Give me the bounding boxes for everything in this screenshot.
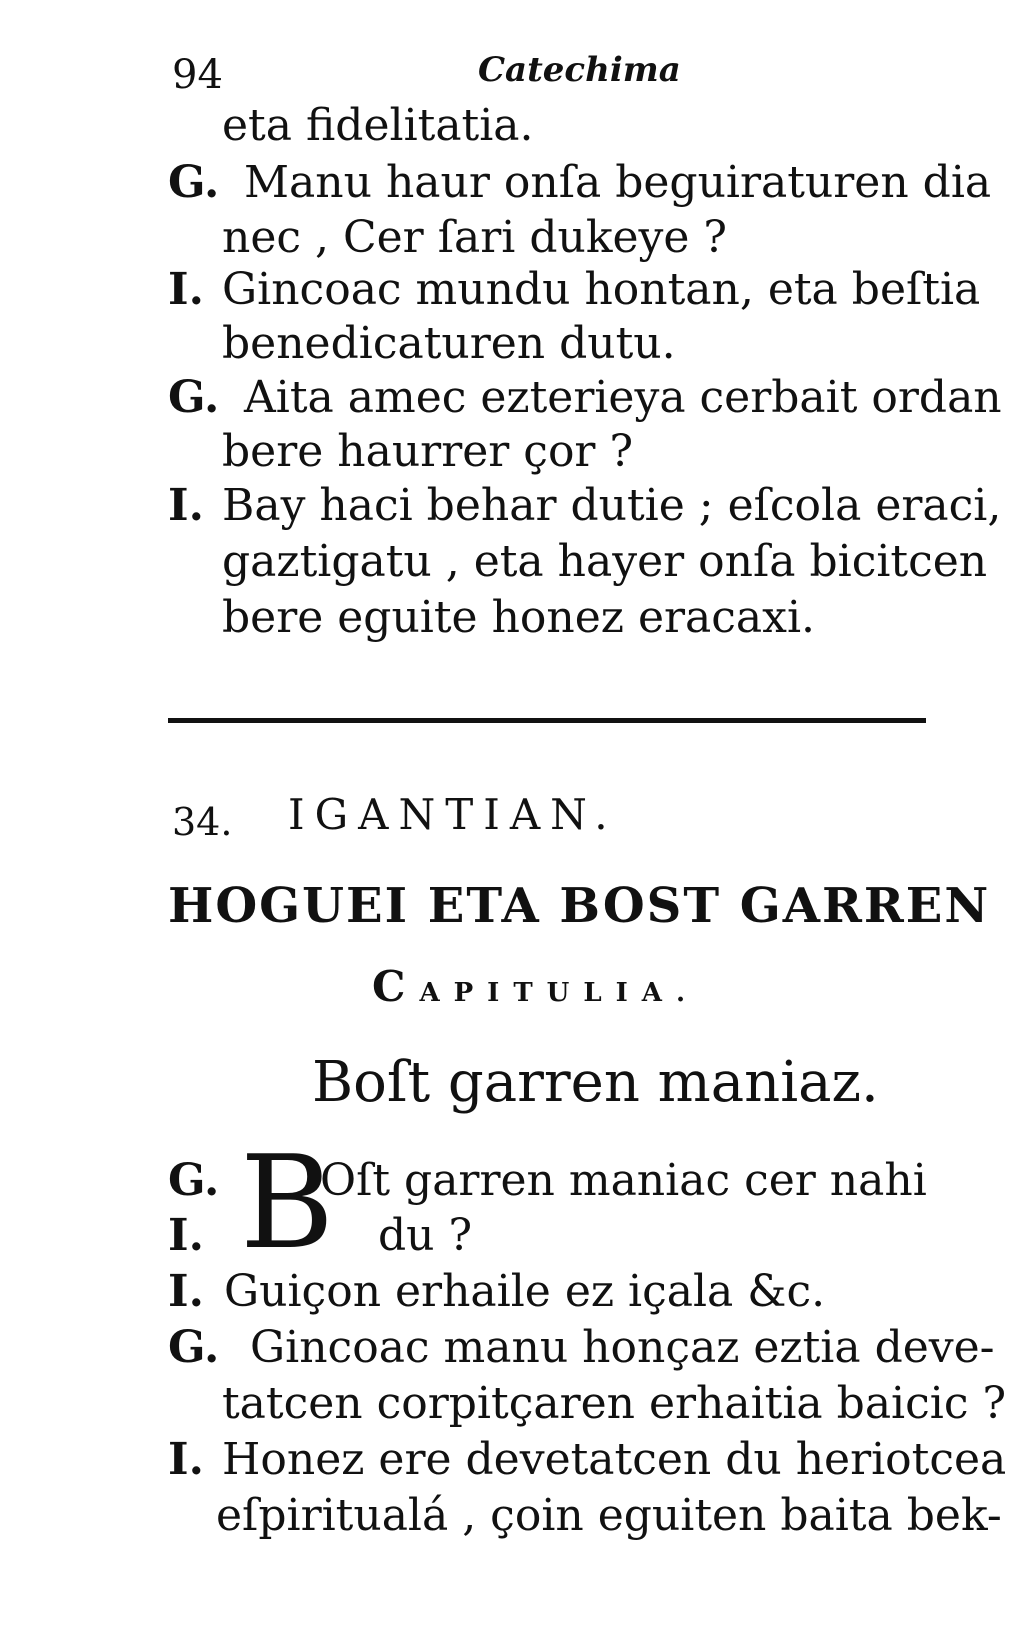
dialogue-line: bere haurrer çor ? [222,426,634,477]
running-head: Catechima [478,50,681,90]
speaker-label: G. [168,1155,220,1206]
dialogue-line: eſpiritualá , çoin eguiten baita bek- [216,1490,1002,1541]
dialogue-line: bere eguite honez eracaxi. [222,592,816,643]
drop-cap: B [240,1129,335,1278]
speaker-label: G. [168,372,220,423]
chapter-label: CAPITULIA. [372,962,700,1011]
section-divider [168,718,926,723]
dialogue-line: tatcen corpitçaren erhaitia baicic ? [222,1378,1007,1429]
chapter-number: 34. [172,800,233,844]
dialogue-line: Aita amec ezterieya cerbait ordan [244,372,1002,423]
speaker-label: I. [168,1210,204,1261]
dialogue-line: benedicaturen dutu. [222,318,676,369]
page-number: 94 [172,52,223,98]
continuation-line: eta fidelitatia. [222,100,534,151]
dialogue-line: nec , Cer ſari dukeye ? [222,212,727,263]
dialogue-line: Manu haur onſa beguiraturen dia [244,157,992,208]
dialogue-line: Gincoac manu honçaz eztia deve- [250,1322,995,1373]
speaker-label: G. [168,157,220,208]
speaker-label: I. [168,264,204,315]
speaker-label: G. [168,1322,220,1373]
dialogue-line: Honez ere devetatcen du heriotcea [222,1434,1007,1485]
chapter-ordinal: IGANTIAN. [288,790,618,839]
dialogue-line: du ? [378,1210,473,1261]
section-title: Boſt garren maniaz. [312,1050,879,1115]
dialogue-line: Oſt garren maniac cer nahi [320,1155,927,1206]
dialogue-line: gaztigatu , eta hayer onſa bicitcen [222,536,988,587]
speaker-label: I. [168,1266,204,1317]
dialogue-line: Guiçon erhaile ez içala &c. [224,1266,826,1317]
dialogue-line: Gincoac mundu hontan, eta beſtia [222,264,981,315]
speaker-label: I. [168,480,204,531]
speaker-label: I. [168,1434,204,1485]
dialogue-line: Bay haci behar dutie ; eſcola eraci, [222,480,1002,531]
chapter-name: HOGUEI ETA BOST GARREN [168,878,991,934]
